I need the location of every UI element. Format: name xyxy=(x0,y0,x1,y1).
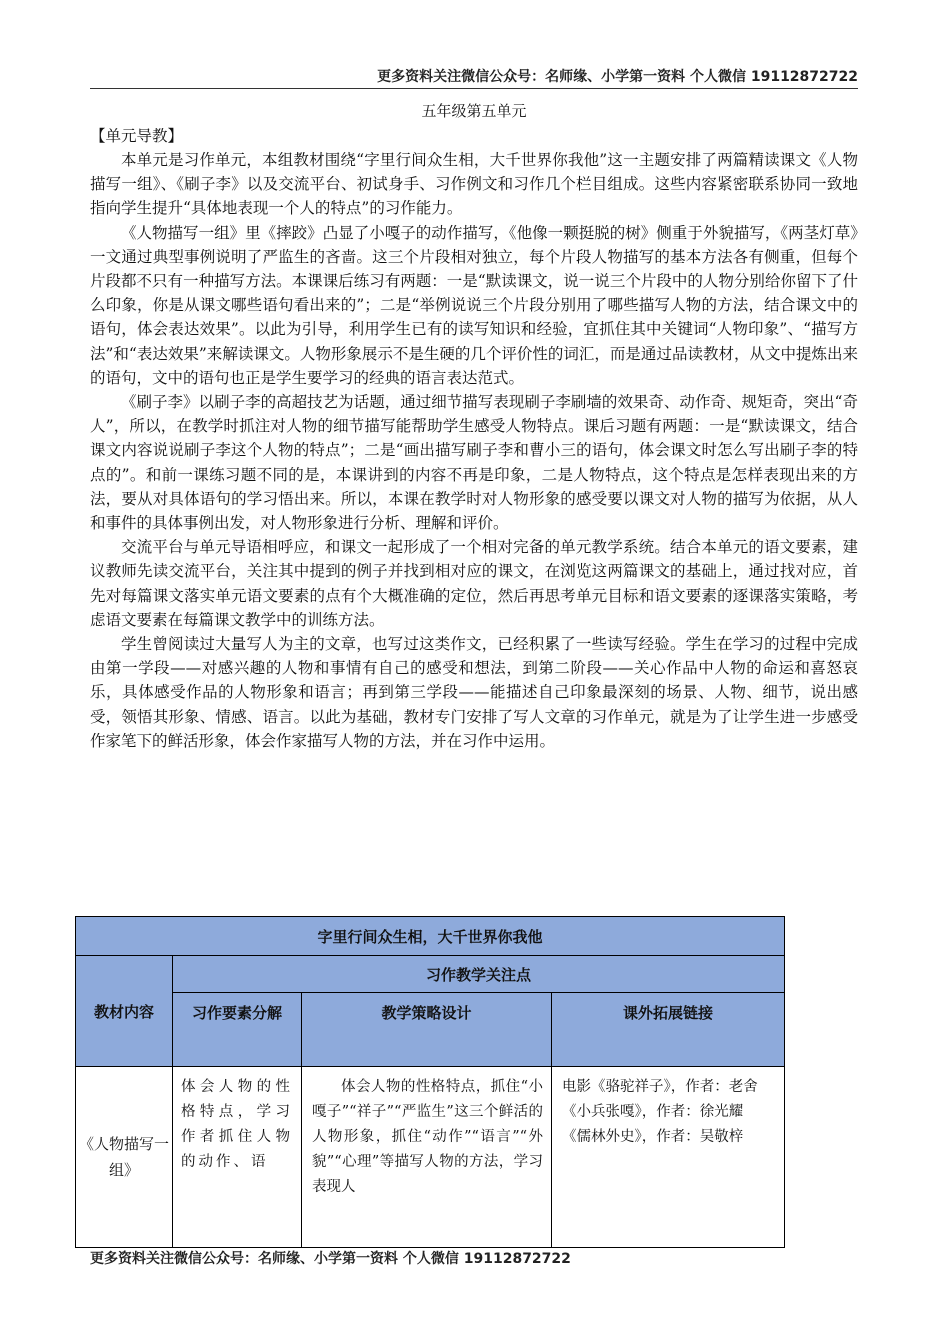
header-focus: 习作教学关注点 xyxy=(173,956,785,993)
paragraph: 交流平台与单元导语相呼应，和课文一起形成了一个相对完备的单元教学系统。结合本单元的语文要素，建议教师先读交流平台，关注其中提到的例子并找到相对应的课文，在浏览这两篇课文的基础上，通过找对应，首先对每篇课文落实单元语文要素的点有个大概准确的定位，然后再思考单元目标和语文要素的逐课落实策略，考虑语文要素在每篇课文教学中的训练方法。 xyxy=(90,538,858,629)
unit-table xyxy=(75,916,784,1248)
link-item: 《小兵张嘎》，作者：徐光耀 xyxy=(562,1104,744,1120)
document-title: 五年级第五单元 xyxy=(421,102,527,120)
paragraph: 本单元是习作单元，本组教材围绕“字里行间众生相，大千世界你我他”这一主题安排了两篇精读课文《人物描写一组》、《刷子李》以及交流平台、初试身手、习作例文和习作几个栏目组成。这些内容紧密联系协同一致地指向学生提升“具体地表现一个人的特点”的习作能力。 xyxy=(90,151,858,218)
header-links: 课外拓展链接 xyxy=(552,993,785,1067)
cell-strategy xyxy=(302,1067,552,1248)
paragraph: 《刷子李》以刷子李的高超技艺为话题，通过细节描写表现刷子李刷墙的效果奇、动作奇、规矩奇，突出“奇人”，所以，在教学时抓注对人物的细节描写能帮助学生感受人物特点。课后习题有两题：一是“默读课文，结合课文内容说说刷子李这个人物的特点”；二是“画出描写刷子李和曹小三的语句，体会课文时怎么写出刷子李的特点的”。和前一课练习题不同的是，本课讲到的内容不再是印象，二是人物特点，这个特点是怎样表现出来的方法，要从对具体语句的学习悟出来。所以，本课在教学时对人物形象的感受要以课文对人物的描写为依据，从人和事件的具体事例出发，对人物形象进行分析、理解和评价。 xyxy=(90,393,858,533)
page-header: 更多资料关注微信公众号：名师缘、小学第一资料 个人微信 19112872722 xyxy=(377,69,858,85)
paragraph: 学生曾阅读过大量写人为主的文章，也写过这类作文，已经积累了一些读写经验。学生在学习的过程中完成由第一学段——对感兴趣的人物和事情有自己的感受和想法，到第二阶段——关心作品中人物的命运和喜怒哀乐，具体感受作品的人物形象和语言；再到第三学段——能描述自己印象最深刻的场景、人物、细节，说出感受，领悟其形象、情感、语言。以此为基础，教材专门安排了写人文章的习作单元，就是为了让学生进一步感受作家笔下的鲜活形象，体会作家描写人物的方法，并在习作中运用。 xyxy=(90,635,858,750)
header-strategy: 教学策略设计 xyxy=(302,993,552,1067)
table-row xyxy=(76,1067,785,1248)
cell-material: 《人物描写一组》 xyxy=(76,1067,173,1248)
cell-links xyxy=(552,1067,785,1248)
strategy-text: 体会人物的性格特点，抓住“小嘎子”“祥子”“严监生”这三个鲜活的人物形象，抓住“动作”“语言”“外貌”“心理”等描写人物的方法，学习表现人 xyxy=(312,1079,543,1195)
link-item: 电影《骆驼祥子》，作者：老舍 xyxy=(562,1079,758,1095)
paragraph: 《人物描写一组》里《摔跤》凸显了小嘎子的动作描写，《他像一颗挺脱的树》侧重于外貌描写，《两茎灯草》一文通过典型事例说明了严监生的吝啬。这三个片段相对独立，每个片段人物描写的基本方法各有侧重，但每个片段都不只有一种描写方法。本课课后练习有两题：一是“默读课文，说一说三个片段中的人物分别给你留下了什么印象，你是从课文哪些语句看出来的”；二是“举例说说三个片段分别用了哪些描写人物的方法，结合课文中的语句，体会表达效果”。以此为引导，利用学生已有的读写知识和经验，宜抓住其中关键词“人物印象”、“描写方法”和“表达效果”来解读课文。人物形象展示不是生硬的几个评价性的词汇，而是通过品读教材，从文中提炼出来的语句，文中的语句也正是学生要学习的经典的语言表达范式。 xyxy=(90,223,858,387)
header-material: 教材内容 xyxy=(76,956,173,1067)
section-heading: 【单元导教】 xyxy=(90,127,184,145)
link-item: 《儒林外史》，作者：吴敬梓 xyxy=(562,1129,744,1145)
page-footer: 更多资料关注微信公众号：名师缘、小学第一资料 个人微信 19112872722 xyxy=(90,1251,571,1267)
header-elements: 习作要素分解 xyxy=(173,993,302,1067)
header-divider xyxy=(90,88,858,89)
cell-elements: 体会人物的性格特点，学习作者抓住人物的动作、语 xyxy=(173,1067,302,1248)
document-body xyxy=(90,148,858,753)
table-title: 字里行间众生相，大千世界你我他 xyxy=(76,917,785,956)
